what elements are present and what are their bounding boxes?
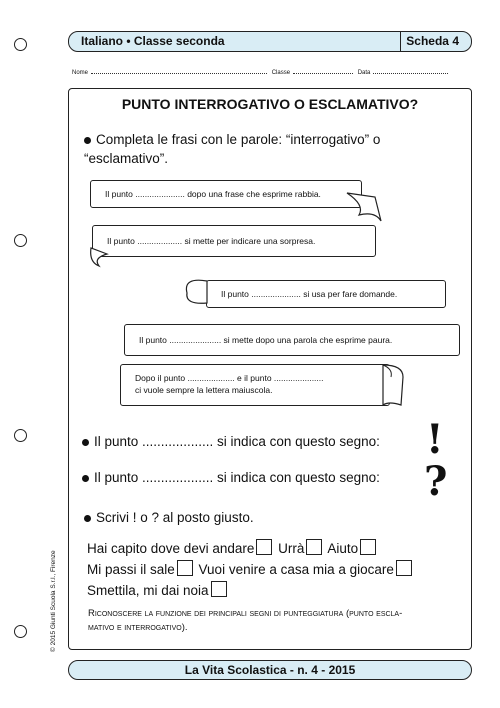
scroll-sentence: Il punto ..................... dopo una frase che esprime rabbia.: [105, 189, 321, 199]
binder-hole: [14, 625, 27, 638]
sign-line-exclamation: Il punto ................... si indica con questo segno:: [82, 434, 380, 449]
name-label: Nome: [72, 70, 89, 76]
scroll-curl-icon: [87, 246, 117, 270]
learning-objective: Riconoscere la funzione dei principali segni di punteggiatura (punto escla- mativo e interrogativo).: [88, 608, 403, 633]
answer-box[interactable]: [177, 560, 193, 576]
sentence-row: Hai capito dove devi andare Urrà Aiuto: [87, 538, 414, 559]
sentence-scroll: [92, 225, 376, 257]
subject-label: Italiano • Classe seconda: [81, 34, 225, 48]
instruction-write: Scrivi ! o ? al posto giusto.: [84, 508, 254, 527]
scroll-curl-icon: [345, 191, 385, 223]
answer-box[interactable]: [211, 581, 227, 597]
sentence-scroll: [206, 280, 446, 308]
header-bar: [68, 31, 472, 52]
answer-box[interactable]: [256, 539, 272, 555]
copyright-notice: © 2015 Giunti Scuola S.r.l., Firenze: [50, 550, 57, 652]
name-field[interactable]: [91, 68, 267, 74]
binder-hole: [14, 38, 27, 51]
scroll-sentence: Dopo il punto .................... e il punto .....................: [135, 373, 324, 383]
binder-hole: [14, 234, 27, 247]
scroll-sentence: Il punto ...................... si mette dopo una parola che esprime paura.: [139, 335, 393, 345]
sheet-label: Scheda 4: [406, 34, 459, 48]
footer-label: La Vita Scolastica - n. 4 - 2015: [184, 663, 356, 677]
sentence-row: Smettila, mi dai noia: [87, 580, 414, 601]
sentence-scroll: [90, 180, 362, 208]
bullet-icon: [82, 439, 89, 446]
scroll-curl-icon: [177, 275, 211, 309]
class-field[interactable]: [293, 68, 353, 74]
answer-box[interactable]: [396, 560, 412, 576]
exercise-sentences: [87, 538, 414, 601]
question-mark: ?: [424, 458, 448, 505]
footer-bar: [68, 660, 472, 680]
scroll-sentence: ci vuole sempre la lettera maiuscola.: [135, 385, 273, 395]
bullet-icon: [84, 515, 91, 522]
exclamation-mark: !: [426, 416, 444, 463]
answer-box[interactable]: [306, 539, 322, 555]
scroll-sentence: Il punto ................... si mette per indicare una sorpresa.: [107, 236, 316, 246]
bullet-icon: [82, 475, 89, 482]
header-divider: [400, 31, 401, 52]
date-field[interactable]: [373, 68, 448, 74]
scroll-curl-icon: [379, 361, 409, 409]
class-label: Classe: [271, 70, 291, 76]
scroll-sentence: Il punto ..................... si usa per fare domande.: [221, 289, 398, 299]
bullet-icon: [84, 137, 91, 144]
sentence-row: Mi passi il sale Vuoi venire a casa mia a giocare: [87, 559, 414, 580]
date-label: Data: [357, 70, 371, 76]
sentence-scroll: [124, 324, 460, 356]
binder-hole: [14, 429, 27, 442]
sign-line-question: Il punto ................... si indica con questo segno:: [82, 470, 380, 485]
instruction-complete: Completa le frasi con le parole: “interrogativo” o “esclamativo”.: [84, 132, 381, 166]
answer-box[interactable]: [360, 539, 376, 555]
student-info-line: [72, 68, 472, 76]
page-title: PUNTO INTERROGATIVO O ESCLAMATIVO?: [121, 96, 419, 112]
sentence-scroll: [120, 364, 390, 406]
